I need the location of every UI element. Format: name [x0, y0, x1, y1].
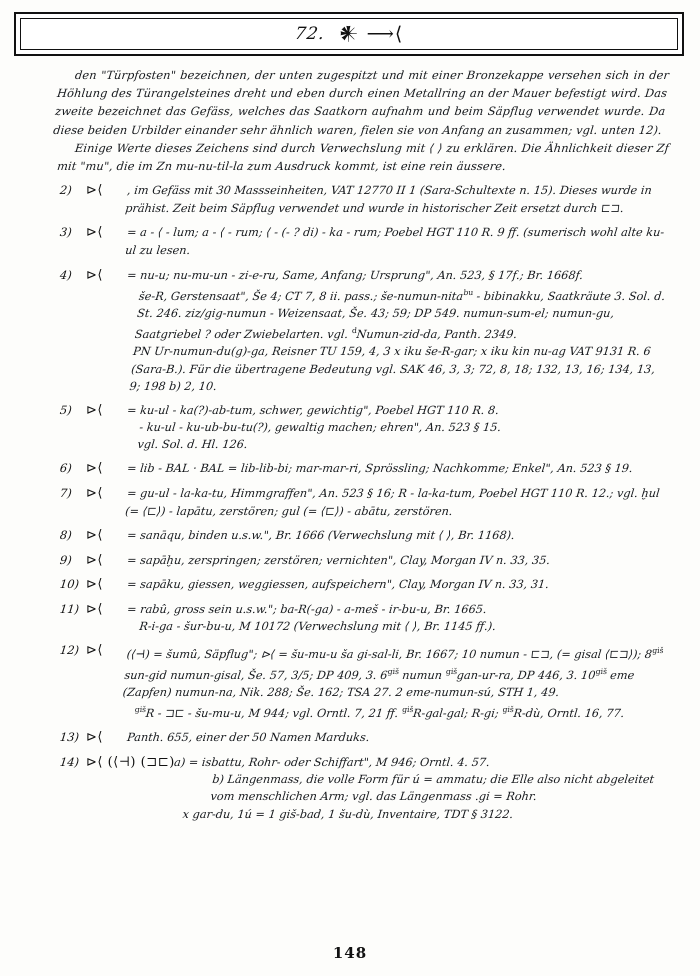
entry-13: [60, 729, 670, 747]
cuneiform-sign-icon: ⊳⟨: [86, 402, 103, 418]
cuneiform-sign-icon: ⊳⟨: [86, 527, 103, 543]
document-body: [52, 66, 670, 823]
entry-number: 10): [59, 577, 80, 592]
entry-text: = sanāqu, binden u.s.w.", Br. 1666 (Verwechslung mit ⟨ ⟩, Br. 1168).: [126, 528, 516, 542]
header-sign-box: [14, 12, 684, 56]
entry-3: [60, 224, 670, 259]
cuneiform-sign-icon: ⊳⟨: [86, 461, 103, 477]
entry-number: 13): [59, 730, 80, 745]
entry-line: R-i-ga - šur-bu-u, M 10172 (Verwechslung mit ⟨ ⟩, Br. 1145 ff.).: [138, 619, 497, 633]
cuneiform-sign-icon: ⊳⟨: [86, 552, 103, 568]
entry-14: [60, 754, 670, 823]
entry-6: [60, 460, 670, 478]
entry-number: 6): [59, 461, 73, 476]
entry-9: [60, 552, 670, 570]
cuneiform-sign-icon: ⊳⟨: [86, 601, 103, 617]
cuneiform-sign-icon: ⊳⟨: [86, 643, 103, 659]
entry-text-block: [115, 267, 670, 395]
cuneiform-sign-icon: ⊳⟨ (⟨⊣) (⊐⊏): [86, 754, 175, 770]
entry-text-block: [168, 754, 670, 823]
entry-text: = a - ⟨ - lum; a - ⟨ - rum; ⟨ - (- ? di) - ka - rum; Poebel HGT 110 R. 9 ff. (sumerisch wohl alte ku-ul zu lesen.: [124, 226, 665, 257]
header-sign-box-inner: [20, 18, 678, 50]
entry-text-block: [120, 642, 670, 722]
entry-12: [60, 642, 670, 722]
entry-text: , im Gefäss mit 30 Massseinheiten, VAT 12770 II 1 (Sara-Schultexte n. 15). Dieses wurde in prähist. Zeit beim Säpflug verwendet und wurde in historischer Zeit ersetzt durch ⊏⊐.: [124, 184, 653, 215]
cuneiform-sign-icon: ⊳⟨: [86, 183, 103, 199]
entry-number: 3): [59, 225, 73, 240]
cuneiform-sign-icon: ⊳⟨: [86, 225, 103, 241]
entry-line: = nu-u; nu-mu-un - zi-e-ru, Same, Anfang; Ursprung", An. 523, § 17f.; Br. 1668f.: [126, 268, 584, 282]
entry-number: 11): [59, 601, 80, 616]
entry-line: b) Längenmass, die volle Form für ú = ammatu; die Elle also nicht abgeleitet vom menschlichen Arm; vgl. das Längenmass .gi = Rohr.: [209, 773, 655, 804]
entry-number: 9): [59, 552, 73, 567]
entry-text: = gu-ul - la-ka-tu, Himmgraffen", An. 523 § 16; R - la-ka-tum, Poebel HGT 110 R. 12.; vgl. ḫul (= ⟨⊏⟩) - lapātu, zerstören; gul (= ⟨⊏⟩) - abātu, zerstören.: [124, 486, 661, 518]
entry-line: = rabû, gross sein u.s.w."; ba-R(-ga) - a-meš - ir-bu-u, Br. 1665.: [126, 602, 488, 616]
cuneiform-sign-icon: ⊳⟨: [86, 577, 103, 593]
intro-paragraph-2: Einige Werte dieses Zeichens sind durch Verwechslung mit ⟨ ⟩ zu erklären. Die Ähnlichkeit dieser Zf mit "mu", die im Zn mu-nu-til-la zum Ausdruck kommt, ist eine rein äussere.: [56, 140, 670, 174]
entry-line: = ku-ul - ka(?)-ab-tum, schwer, gewichtig", Poebel HGT 110 R. 8.: [126, 403, 500, 417]
entry-number: 12): [59, 643, 80, 658]
entry-number: 14): [59, 754, 80, 769]
header-entry-number: 72.: [293, 24, 327, 44]
entry-line: še-R, Gerstensaat", Še 4; CT 7, 8 ii. pass.; še-numun-nita$^{bu}$ - bibinakku, Saatkräute 3. Sol. d. St. 246. ziz/gig-numun - Weizensaat, Še. 43; 59; DP 549. numun-sum-el; numun-gu, Saatgriebel ? oder Zwiebelarten. vgl. $^d$Numun-zid-da, Panth. 2349.: [134, 287, 666, 341]
entry-number: 5): [59, 402, 73, 417]
entry-text-block: [124, 601, 670, 635]
entry-number: 2): [59, 183, 73, 198]
page-number: 148: [332, 944, 368, 962]
entry-line: (⟨⊣) = šumû, Säpflug"; ⊳⟨ = šu-mu-u ša gi-sal-li, Br. 1667; 10 numun - ⊏⊐, (= gisal ⟨⊏⊐⟩); $8^{giš}$ sun-gid numun-gisal, Še. 57, 3/5; DP 409, 3. $6^{giš}$ numun $^{giš}$gan-ur-ra, DP 446, 3. $10^{giš}$ eme (Zapfen) numun-na, Nik. 288; Še. 162; TSA 27. 2 eme-numun-sú, STH 1, 49.: [122, 646, 665, 700]
entry-7: [60, 485, 670, 520]
entry-text: = lib - BAL · BAL = lib-lib-bi; mar-mar-ri, Sprössling; Nachkomme; Enkel", An. 523 § 19.: [126, 462, 634, 476]
entry-5: [60, 402, 670, 454]
entry-2: [60, 182, 670, 217]
entry-line: $^{giš}$R - ⊐⊏ - šu-mu-u, M 944; vgl. Orntl. 7, 21 ff. $^{giš}$R-gal-gal; R-gi; $^{giš}$R-dù, Orntl. 16, 77.: [134, 705, 625, 721]
entry-line: PN Ur-numun-du(g)-ga, Reisner TU 159, 4, 3 x iku še-R-gar; x iku kin nu-ag VAT 9131 R. 6 (Sara-B.). Für die übertragene Bedeutung vgl. SAK 46, 3, 3; 72, 8, 18; 132, 13, 16; 134, 13, 9; 198 b) 2, 10.: [128, 344, 656, 393]
entry-text: = sapāku, giessen, weggiessen, aufspeichern", Clay, Morgan IV n. 33, 31.: [126, 578, 550, 592]
entry-line: - ku-ul - ku-ub-bu-tu(?), gewaltig machen; ehren", An. 523 § 15.: [138, 420, 502, 434]
entry-8: [60, 527, 670, 545]
entry-text-block: [123, 402, 670, 454]
entry-line: a) = isbattu, Rohr- oder Schiffart", M 946; Orntl. 4. 57.: [173, 755, 491, 769]
entry-line: x gar-du, 1ú = 1 giš-bad, 1 šu-dù, Inventaire, TDT § 3122.: [181, 807, 514, 821]
entry-text: Panth. 655, einer der 50 Namen Marduks.: [126, 731, 371, 745]
entry-number: 8): [59, 527, 73, 542]
entry-4: [60, 267, 670, 395]
cuneiform-sign-icon: ⊳⟨: [86, 730, 103, 746]
entry-text: = sapāḫu, zerspringen; zerstören; vernichten", Clay, Morgan IV n. 33, 35.: [126, 553, 551, 567]
cuneiform-sign-header: 𒀭 ⟶⟨: [338, 22, 404, 45]
cuneiform-sign-icon: ⊳⟨: [86, 485, 103, 501]
entry-number: 4): [59, 267, 73, 282]
cuneiform-sign-icon: ⊳⟨: [86, 267, 103, 283]
entry-number: 7): [59, 485, 73, 500]
intro-paragraph-1: den "Türpfosten" bezeichnen, der unten zugespitzt und mit einer Bronzekappe versehen sich in der Höhlung des Türangelsteines dreht und eben durch einen Metallring an der Mauer befestigt wird. Das zweite bezeichnet das Gefäss, welches das Saatkorn aufnahm und beim Säpflug verwendet wurde. Da diese beiden Urbilder einander sehr ähnlich waren, fielen sie von Anfang an zusammen; vgl. unten 12).: [52, 68, 670, 137]
entry-line: vgl. Sol. d. Hl. 126.: [136, 437, 249, 451]
entry-10: [60, 576, 670, 594]
entry-11: [60, 601, 670, 635]
